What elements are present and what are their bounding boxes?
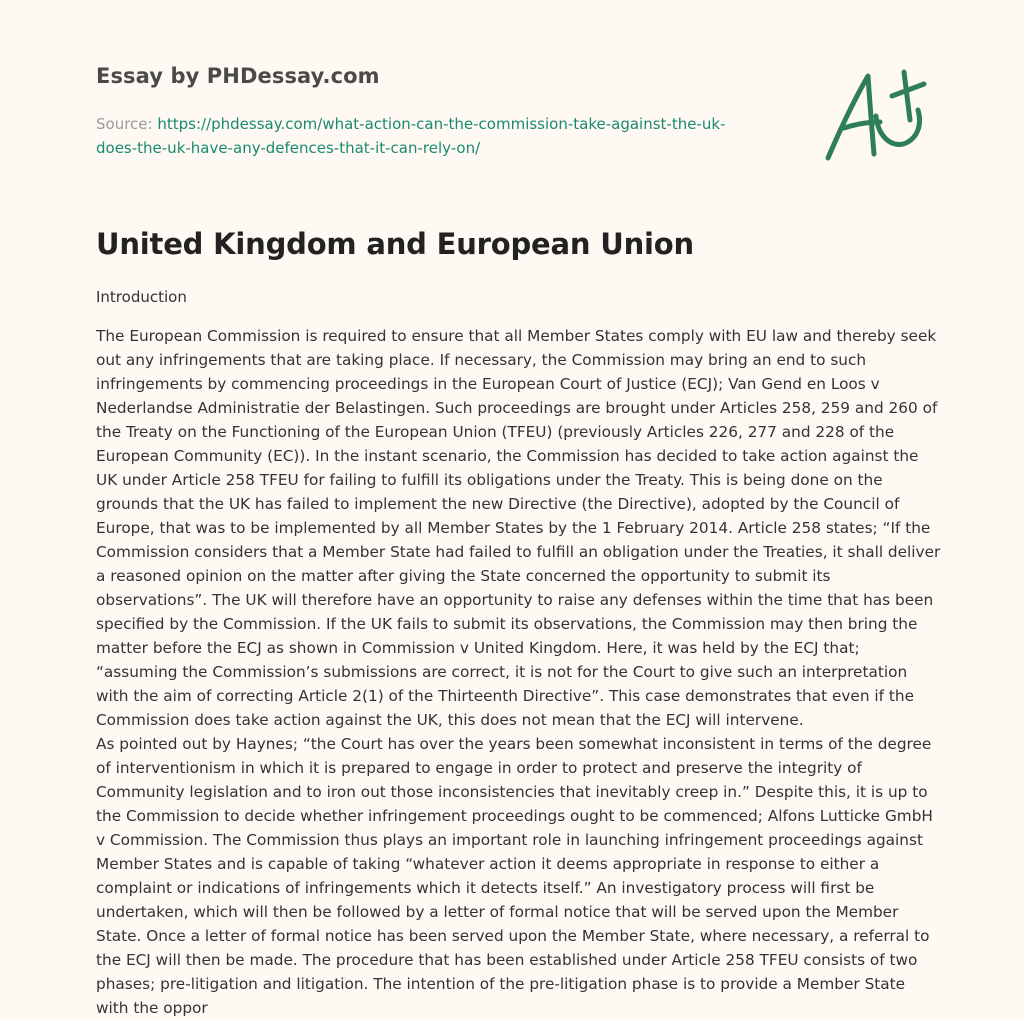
source-link[interactable] bbox=[96, 115, 725, 157]
source-link-line-2: does-the-uk-have-any-defences-that-it-can-rely-on/ bbox=[96, 139, 481, 157]
source-link-line-1: https://phdessay.com/what-action-can-the-commission-take-against-the-uk- bbox=[157, 115, 726, 133]
site-title: Essay by PHDessay.com bbox=[96, 64, 380, 88]
essay-paragraph: The European Commission is required to ensure that all Member States comply with EU law and thereby seek out any infringements that are taking place. If necessary, the Commission may bring an end to such infringements by commencing proceedings in the European Court of Justice (ECJ); Van Gend en Loos v Nederlandse Administratie der Belastingen. Such proceedings are brought under Articles 258, 259 and 260 of the Treaty on the Functioning of the European Union (TFEU) (previously Articles 226, 277 and 228 of the European Community (EC)). In the instant scenario, the Commission has decided to take action against the UK under Article 258 TFEU for failing to fulfill its obligations under the Treaty. This is being done on the grounds that the UK has failed to implement the new Directive (the Directive), adopted by the Council of Europe, that was to be implemented by all Member States by the 1 February 2014. Article 258 states; “If the Commission considers that a Member State had failed to fulfill an obligation under the Treaties, it shall deliver a reasoned opinion on the matter after giving the State concerned the opportunity to submit its observations”. The UK will therefore have an opportunity to raise any defenses within the time that has been specified by the Commission. If the UK fails to submit its observations, the Commission may then bring the matter before the ECJ as shown in Commission v United Kingdom. Here, it was held by the ECJ that; “assuming the Commission’s submissions are correct, it is not for the Court to give such an interpretation with the aim of correcting Article 2(1) of the Thirteenth Directive”. This case demonstrates that even if the Commission does take action against the UK, this does not mean that the ECJ will intervene. bbox=[96, 327, 941, 729]
essay-body bbox=[96, 324, 942, 1020]
essay-title: United Kingdom and European Union bbox=[96, 227, 694, 261]
source-line bbox=[96, 112, 776, 160]
essay-paragraph: As pointed out by Haynes; “the Court has over the years been somewhat inconsistent in terms of the degree of interventionism in which it is prepared to engage in order to protect and preserve the integrity of Community legislation and to iron out those inconsistencies that inevitably creep in.” Despite this, it is up to the Commission to decide whether infringement proceedings ought to be commenced; Alfons Lutticke GmbH v Commission. The Commission thus plays an important role in launching infringement proceedings against Member States and is capable of taking “whatever action it deems appropriate in response to either a complaint or indications of infringements which it detects itself.” An investigatory process will first be undertaken, which will then be followed by a letter of formal notice that will be served upon the Member State. Once a letter of formal notice has been served upon the Member State, where necessary, a referral to the ECJ will then be made. The procedure that has been established under Article 258 TFEU consists of two phases; pre-litigation and litigation. The intention of the pre-litigation phase is to provide a Member State with the oppor bbox=[96, 735, 933, 1017]
section-heading-introduction: Introduction bbox=[96, 288, 187, 306]
source-label: Source: bbox=[96, 115, 153, 133]
a-plus-logo-icon bbox=[822, 66, 930, 164]
